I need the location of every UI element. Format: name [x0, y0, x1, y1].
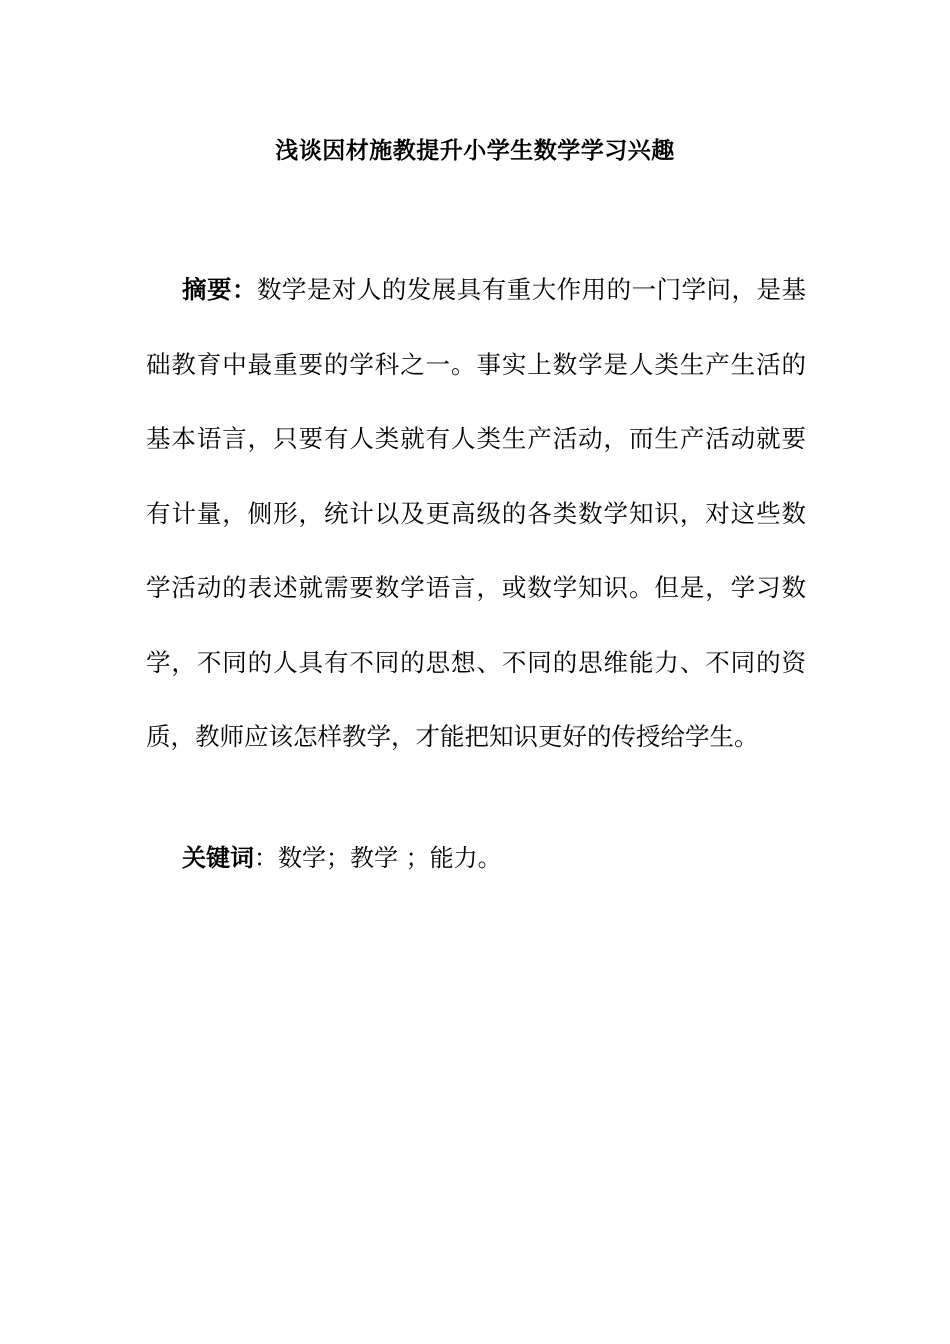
- abstract-label: 摘要：: [182, 275, 257, 304]
- abstract-text: 数学是对人的发展具有重大作用的一门学问，是基础教育中最重要的学科之一。事实上数学是人类生产生活的基本语言，只要有人类就有人类生产活动，而生产活动就要有计量，侧形，统计以及更高级的各类数学知识，对这些数学活动的表述就需要数学语言，或数学知识。但是，学习数学，不同的人具有不同的思想、不同的思维能力、不同的资质，教师应该怎样教学，才能把知识更好的传授给学生。: [146, 275, 806, 751]
- keywords-label: 关键词: [182, 843, 254, 872]
- abstract-paragraph: [146, 253, 806, 775]
- document-title: 浅谈因材施教提升小学生数学学习兴趣: [275, 137, 675, 164]
- keywords-line: [182, 838, 806, 878]
- keywords-text: ：数学；教学 ；能力。: [254, 844, 502, 872]
